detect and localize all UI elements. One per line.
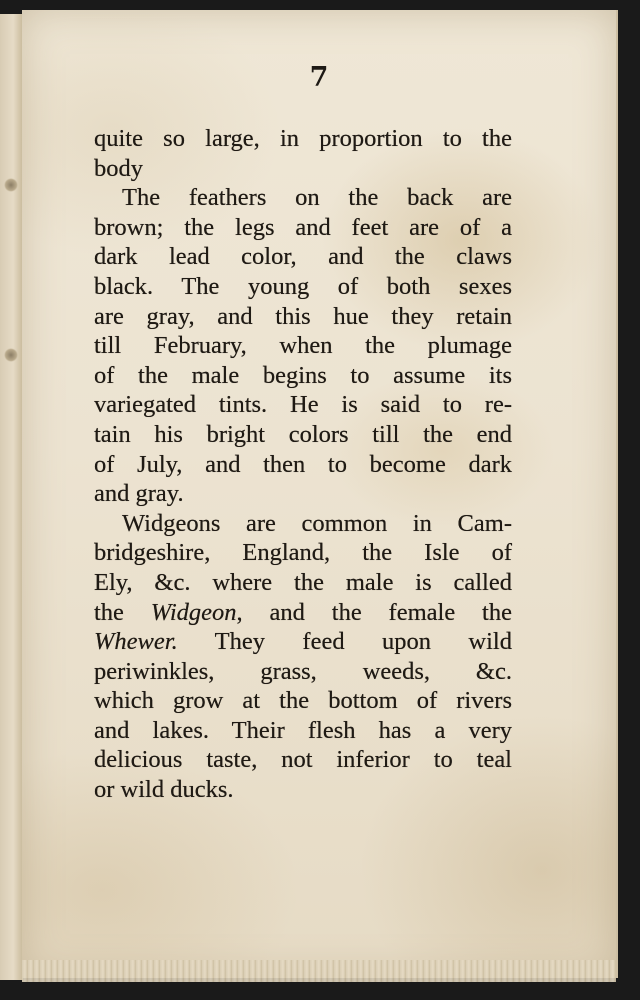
text-line: dark lead color, and the claws — [94, 243, 512, 271]
text-line: Ely, &c. where the male is called — [94, 568, 512, 596]
italic-term: Whewer. — [94, 628, 178, 656]
page-text — [94, 124, 512, 805]
text-line: are gray, and this hue they retain — [94, 302, 512, 330]
text-line: quite so large, in proportion to the — [94, 125, 512, 152]
text-line-content: Whewer. They feed upon wild — [94, 628, 512, 656]
text-line: till February, when the plumage — [94, 332, 512, 360]
text-line: delicious taste, not inferior to teal — [94, 746, 512, 774]
page-number: 7 — [309, 62, 329, 93]
text-line: black. The young of both sexes — [94, 272, 512, 300]
text-line-italic-whewer — [94, 627, 512, 657]
facing-page-edge — [0, 14, 23, 980]
text-line: and lakes. Their flesh has a very — [94, 716, 512, 744]
text-line: which grow at the bottom of rivers — [94, 687, 512, 715]
page-stack-edge — [22, 960, 616, 982]
text-line: body — [94, 154, 143, 182]
text-line-content: the Widgeon, and the female the — [94, 598, 512, 626]
text-line: periwinkles, grass, weeds, &c. — [94, 657, 512, 685]
text-line: of the male begins to assume its — [94, 361, 512, 389]
text-line: bridgeshire, England, the Isle of — [94, 539, 512, 567]
binding-stitch — [4, 348, 18, 362]
italic-term: Widgeon — [150, 598, 237, 626]
book-page — [22, 10, 618, 978]
text-line: of July, and then to become dark — [94, 450, 512, 478]
text-line: The feathers on the back are — [122, 184, 512, 212]
text-line: or wild ducks. — [94, 776, 234, 804]
text-line-italic-widgeon — [94, 598, 512, 628]
text-line: tain his bright colors till the end — [94, 420, 512, 448]
text-line: and gray. — [94, 480, 184, 508]
binding-stitch — [4, 178, 18, 192]
text-line: Widgeons are common in Cam- — [122, 509, 512, 537]
text-line: variegated tints. He is said to re- — [94, 391, 512, 419]
text-line: brown; the legs and feet are of a — [94, 213, 512, 241]
